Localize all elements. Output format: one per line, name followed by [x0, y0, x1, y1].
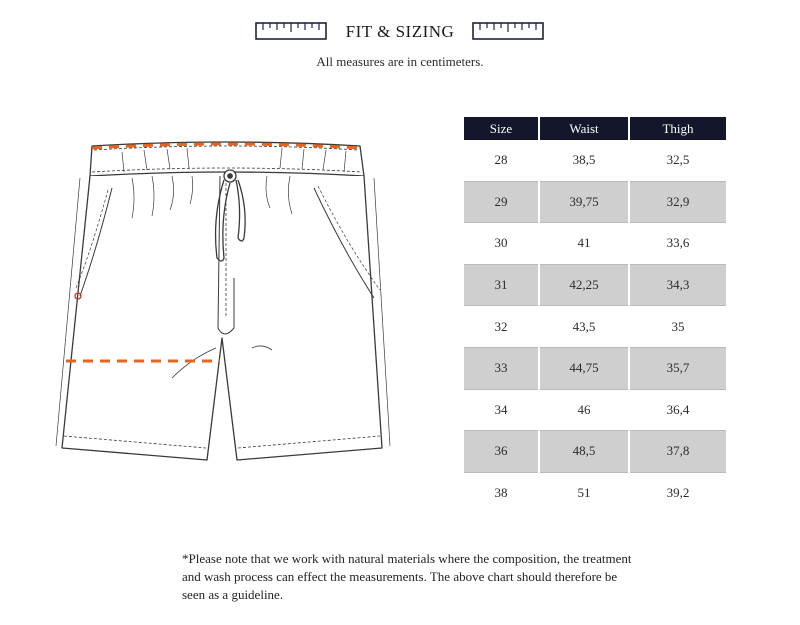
- column-header-waist: Waist: [540, 117, 628, 140]
- cell-size: 36: [464, 430, 538, 472]
- cell-waist: 46: [540, 389, 628, 431]
- shorts-illustration: [52, 128, 402, 468]
- ruler-icon: [472, 21, 544, 41]
- cell-thigh: 39,2: [630, 472, 726, 514]
- table-row: [464, 140, 726, 181]
- table-row: [464, 347, 726, 389]
- cell-thigh: 32,5: [666, 152, 690, 168]
- cell-size: 33: [464, 347, 538, 389]
- cell-size: 32: [464, 305, 538, 347]
- cell-waist: 42,25: [540, 264, 628, 306]
- cell-size: 29: [464, 181, 538, 223]
- table-row: [464, 264, 726, 306]
- cell-waist: 39,75: [540, 181, 628, 223]
- cell-thigh: 36,4: [630, 389, 726, 431]
- cell-thigh: 37,8: [630, 430, 726, 472]
- cell-size: 31: [464, 264, 538, 306]
- table-row: [464, 181, 726, 223]
- cell-waist: 44,75: [540, 347, 628, 389]
- cell-size: 34: [464, 389, 538, 431]
- page-title: FIT & SIZING: [345, 22, 455, 41]
- table-row: [464, 389, 726, 431]
- cell-size: 30: [464, 222, 538, 264]
- cell-size: 28: [494, 152, 508, 168]
- column-header-thigh: Thigh: [630, 117, 726, 140]
- table-row: [464, 430, 726, 472]
- cell-waist: 38,5: [572, 152, 596, 168]
- cell-waist: 43,5: [540, 305, 628, 347]
- page-header: [0, 16, 800, 48]
- disclaimer-note: *Please note that we work with natural materials where the composition, the treatment and wash process can effect the measurements. The above chart should therefore be seen as a guideline.: [182, 551, 632, 602]
- cell-waist: 48,5: [540, 430, 628, 472]
- table-row: [464, 472, 726, 514]
- table-row: [464, 222, 726, 264]
- cell-size: 38: [464, 472, 538, 514]
- cell-thigh: 33,6: [630, 222, 726, 264]
- table-header-row: [464, 117, 726, 140]
- cell-thigh: 32,9: [630, 181, 726, 223]
- cell-thigh: 35,7: [630, 347, 726, 389]
- ruler-icon: [255, 21, 327, 41]
- column-header-size: Size: [464, 117, 538, 140]
- units-note: All measures are in centimeters.: [316, 54, 484, 69]
- cell-waist: 51: [540, 472, 628, 514]
- cell-thigh: 35: [630, 305, 726, 347]
- cell-waist: 41: [540, 222, 628, 264]
- cell-thigh: 34,3: [630, 264, 726, 306]
- size-chart-table: [462, 117, 728, 513]
- table-row: [464, 305, 726, 347]
